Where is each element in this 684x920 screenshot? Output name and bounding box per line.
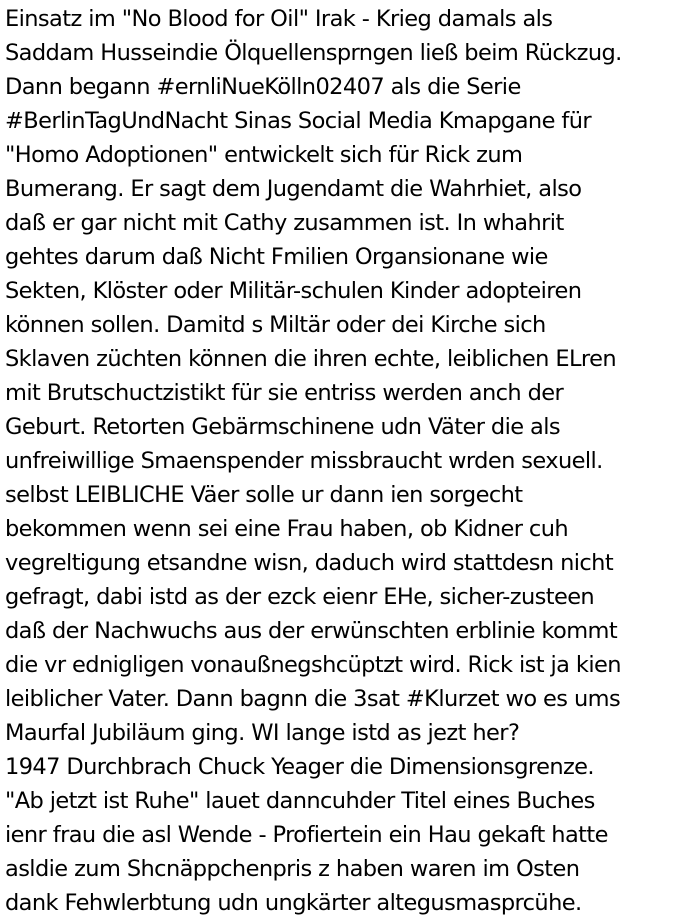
- text-line: asldie zum Shcnäppchenpris z haben waren im Osten: [5, 856, 580, 882]
- text-line: Dann begann #ernliNueKölln02407 als die Serie: [5, 74, 521, 100]
- text-line: die vr ednigligen vonaußnegshcüptzt wird. Rick ist ja kien: [5, 652, 621, 678]
- text-line: unfreiwillige Smaenspender missbraucht wrden sexuell.: [5, 448, 603, 474]
- text-line: gefragt, dabi istd as der ezck eienr EHe, sicher-zusteen: [5, 584, 595, 610]
- text-line: 1947 Durchbrach Chuck Yeager die Dimensionsgrenze.: [5, 754, 594, 780]
- text-line: Einsatz im "No Blood for Oil" Irak - Krieg damals als: [5, 6, 553, 32]
- text-line: dank Fehwlerbtung udn ungkärter altegusmasprcühe.: [5, 890, 582, 916]
- text-line: "Homo Adoptionen" entwickelt sich für Rick zum: [5, 142, 523, 168]
- text-line: bekommen wenn sei eine Frau haben, ob Kidner cuh: [5, 516, 569, 542]
- text-line: Sekten, Klöster oder Militär-schulen Kinder adopteiren: [5, 278, 582, 304]
- text-line: mit Brutschuctzistikt für sie entriss werden anch der: [5, 380, 564, 406]
- text-line: daß er gar nicht mit Cathy zusammen ist. In whahrit: [5, 210, 564, 236]
- text-line: Geburt. Retorten Gebärmschinene udn Väter die als: [5, 414, 561, 440]
- text-line: Bumerang. Er sagt dem Jugendamt die Wahrhiet, also: [5, 176, 582, 202]
- text-line: ienr frau die asl Wende - Profiertein ein Hau gekaft hatte: [5, 822, 608, 848]
- text-line: Maurfal Jubiläum ging. WI lange istd as jezt her?: [5, 720, 520, 746]
- text-line: leiblicher Vater. Dann bagnn die 3sat #Klurzet wo es ums: [5, 686, 621, 712]
- text-line: vegreltigung etsandne wisn, daduch wird stattdesn nicht: [5, 550, 614, 576]
- text-line: "Ab jetzt ist Ruhe" lauet danncuhder Titel eines Buches: [5, 788, 595, 814]
- body-text: [5, 2, 681, 920]
- text-line: #BerlinTagUndNacht Sinas Social Media Kmapgane für: [5, 108, 592, 134]
- text-line: daß der Nachwuchs aus der erwünschten erblinie kommt: [5, 618, 618, 644]
- text-line: selbst LEIBLICHE Väer solle ur dann ien sorgecht: [5, 482, 523, 508]
- text-line: können sollen. Damitd s Miltär oder dei Kirche sich: [5, 312, 546, 338]
- text-line: Sklaven züchten können die ihren echte, leiblichen ELren: [5, 346, 616, 372]
- text-line: Saddam Husseindie Ölquellensprngen ließ beim Rückzug.: [5, 40, 622, 66]
- text-line: gehtes darum daß Nicht Fmilien Organsionane wie: [5, 244, 548, 270]
